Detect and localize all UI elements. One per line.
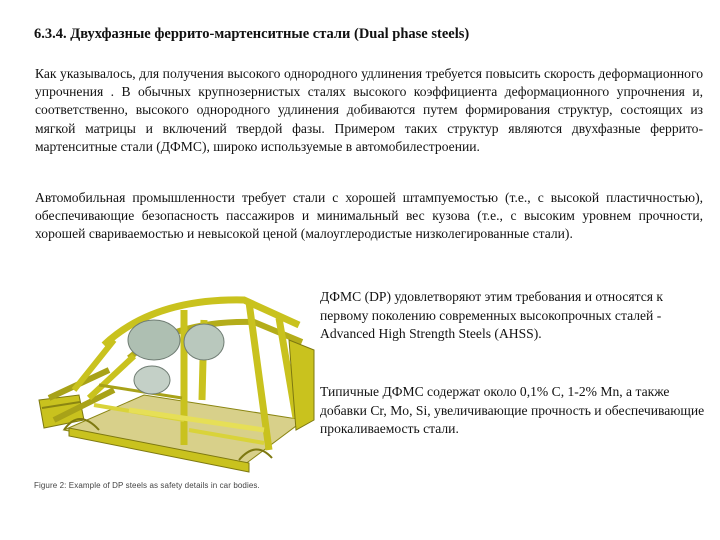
car-body-illustration bbox=[34, 280, 316, 488]
front-airbag bbox=[128, 320, 180, 360]
section-heading: 6.3.4. Двухфазные феррито-мартенситные стали (Dual phase steels) bbox=[34, 26, 470, 42]
dp-requirements-paragraph: ДФМС (DP) удовлетворяют этим требования и относятся к первому поколению современных высокопрочных сталей - Advanced High Strength Steels (AHSS). bbox=[320, 289, 664, 341]
automotive-paragraph: Автомобильная промышленности требует стали с хорошей штампуемостью (т.е., с высокой пластичностью), обеспечивающие безопасность пассажиров и минимальный вес кузова (т.е., с высоким уровнем прочности, хорошей свариваемостью и невысокой ценой (малоуглеродистые низколегированные стали). bbox=[35, 190, 703, 242]
car-body-figure bbox=[34, 280, 316, 488]
dp-composition-paragraph: Типичные ДФМС содержат около 0,1% С, 1-2% Mn, а также добавки Cr, Mo, Si, увеличивающие прочность и обеспечивающие прокаливаемость стали. bbox=[320, 384, 705, 436]
rear-airbag bbox=[184, 324, 224, 360]
figure-caption: Figure 2: Example of DP steels as safety details in car bodies. bbox=[34, 481, 260, 490]
intro-paragraph: Как указывалось, для получения высокого однородного удлинения требуется повысить скорость деформационного упрочнения . В обычных крупнозернистых сталях высокого коэффициента деформационного упрочнения и, соответственно, высокого однородного удлинения добиваются путем формирования структур, состоящих из мягкой матрицы и включений твердой фазы. Примером таких структур являются двухфазные феррито-мартенситные стали (ДФМС), широко используемые в автомобилестроении. bbox=[35, 66, 703, 154]
